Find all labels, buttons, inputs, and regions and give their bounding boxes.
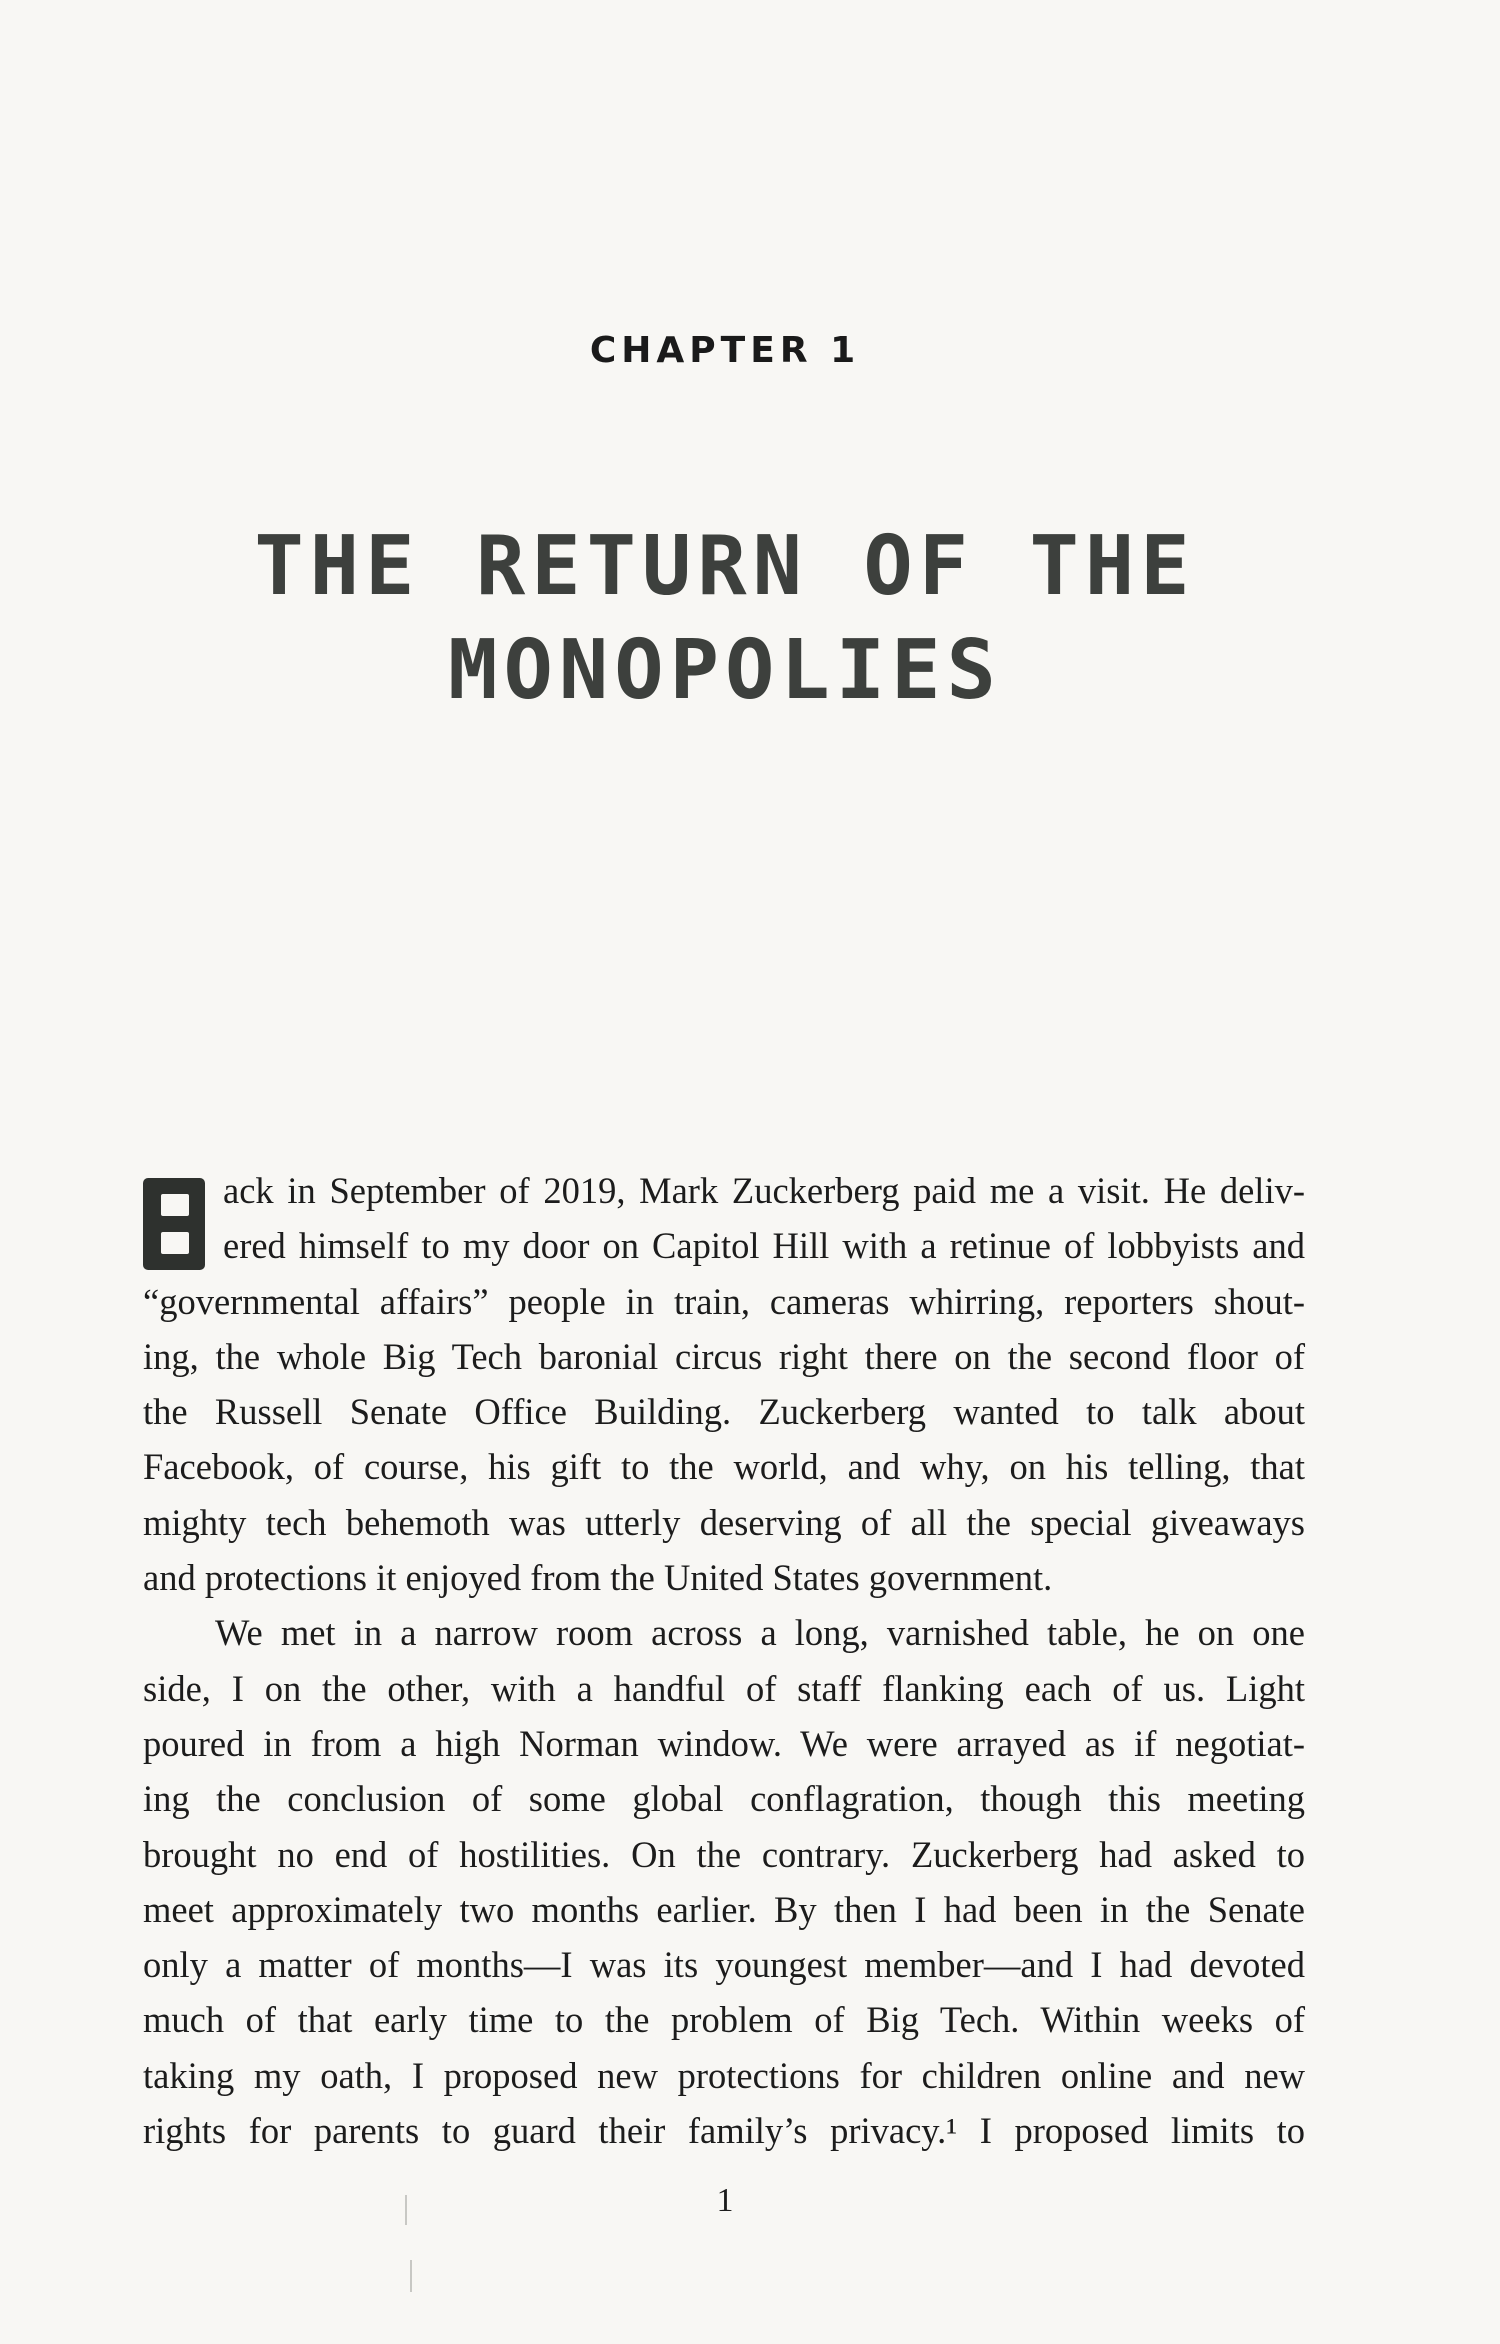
paragraph-line: ing, the whole Big Tech baronial circus right there on the second floor of	[143, 1335, 1305, 1377]
chapter-title-line: MONOPOLIES	[448, 623, 1002, 718]
paragraph-line: much of that early time to the problem of Big Tech. Within weeks of	[143, 1999, 1305, 2041]
paragraph-line: ack in September of 2019, Mark Zuckerberg paid me a visit. He deliv-	[223, 1170, 1305, 1211]
paragraph-line: rights for parents to guard their family’s privacy.¹ I proposed limits to	[143, 2110, 1305, 2152]
chapter-title	[0, 515, 1450, 723]
scan-mark	[410, 2260, 412, 2292]
chapter-label: CHAPTER 1	[589, 330, 861, 371]
paragraph-line: mighty tech behemoth was utterly deserving of all the special giveaways	[143, 1501, 1305, 1543]
paragraph-line: We met in a narrow room across a long, varnished table, he on one	[215, 1612, 1305, 1654]
paragraph-line: poured in from a high Norman window. We were arrayed as if negotiat-	[143, 1722, 1305, 1764]
paragraph-line: ing the conclusion of some global conflagration, though this meeting	[143, 1778, 1305, 1820]
chapter-title-line: THE RETURN OF THE	[254, 519, 1196, 614]
paragraph-line: only a matter of months—I was its youngest member—and I had devoted	[143, 1944, 1305, 1986]
page-number: 1	[716, 2182, 734, 2219]
paragraph-line: the Russell Senate Office Building. Zuckerberg wanted to talk about	[143, 1391, 1305, 1433]
paragraph-line: Facebook, of course, his gift to the world, and why, on his telling, that	[143, 1446, 1305, 1488]
paragraph-line: taking my oath, I proposed new protections for children online and new	[143, 2054, 1305, 2096]
paragraph-line: meet approximately two months earlier. By then I had been in the Senate	[143, 1888, 1305, 1930]
paragraph-line: side, I on the other, with a handful of staff flanking each of us. Light	[143, 1667, 1305, 1709]
paragraph-line: and protections it enjoyed from the United States government.	[143, 1557, 1053, 1599]
drop-cap	[143, 1178, 205, 1270]
paragraph-line: “governmental affairs” people in train, cameras whirring, reporters shout-	[143, 1280, 1305, 1322]
paragraph-line: brought no end of hostilities. On the contrary. Zuckerberg had asked to	[143, 1833, 1305, 1875]
body-text	[143, 1163, 1305, 2158]
paragraph-line: ered himself to my door on Capitol Hill with a retinue of lobbyists and	[223, 1225, 1305, 1267]
